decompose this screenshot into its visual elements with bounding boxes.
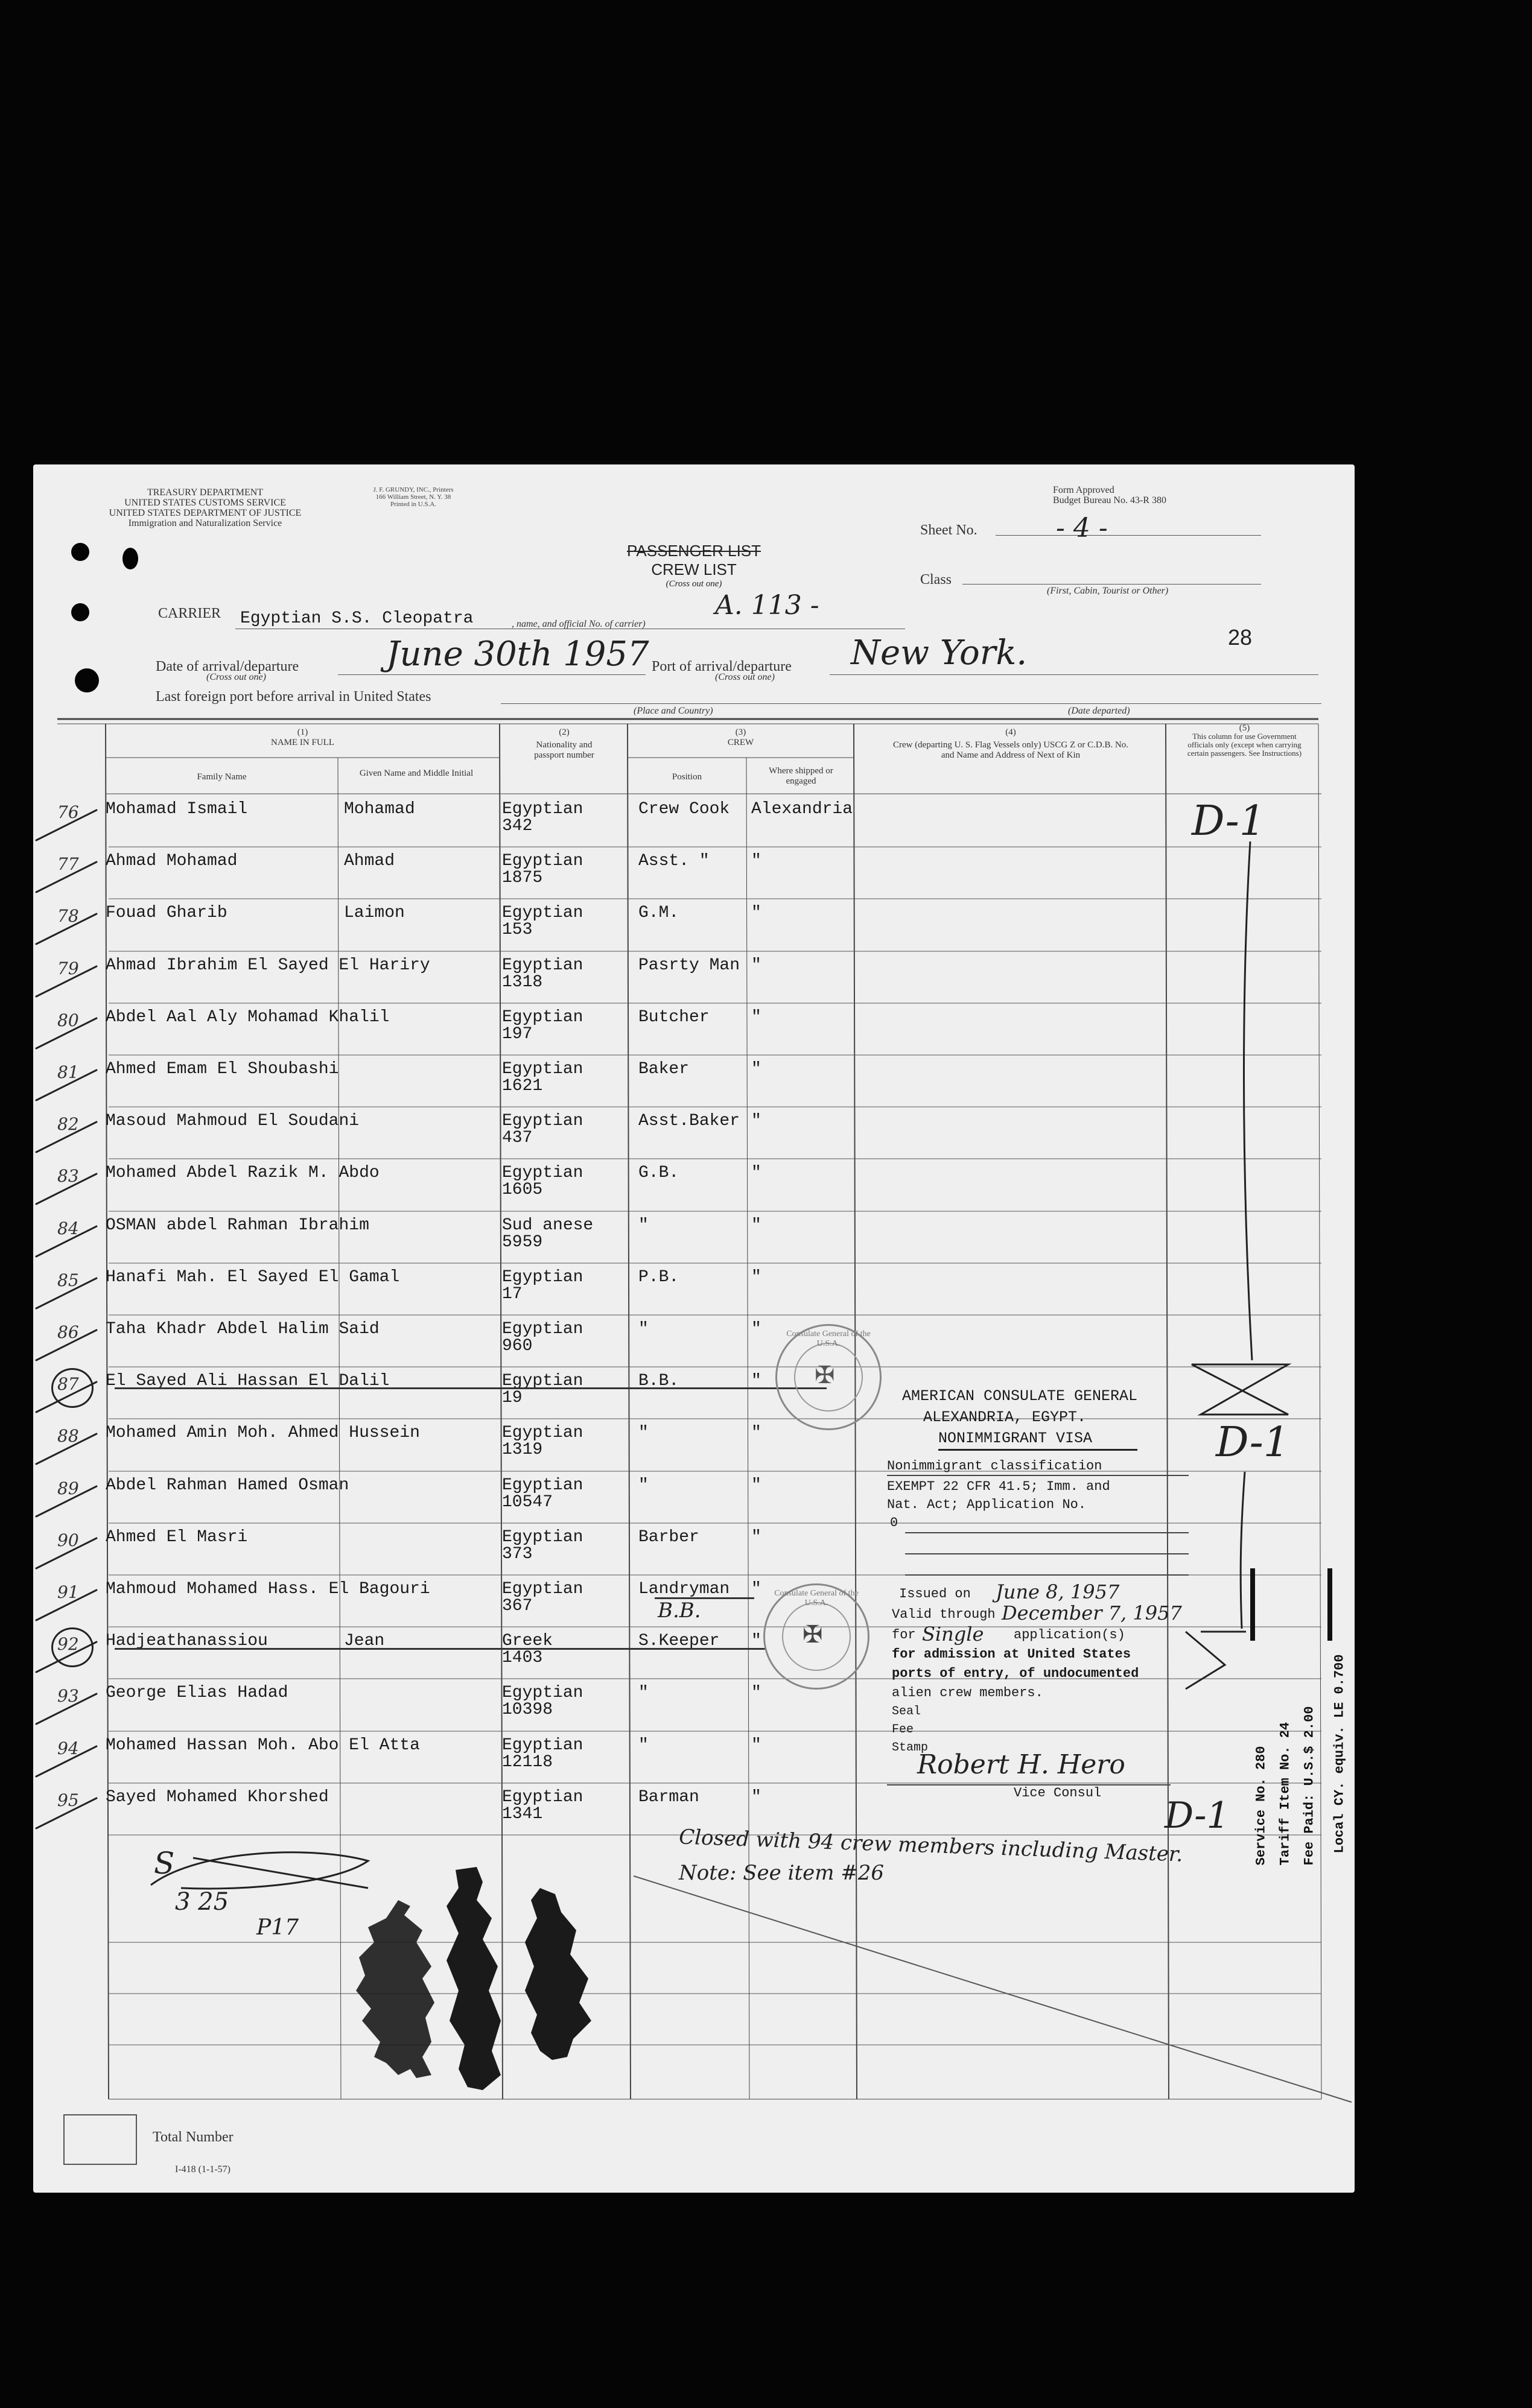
visa-fee-label: Fee — [892, 1723, 914, 1737]
given-name: Ahmad — [344, 852, 395, 871]
row-number: 87 — [57, 1374, 79, 1395]
port-cross-out: (Cross out one) — [715, 672, 775, 682]
sheet-label: Sheet No. — [920, 522, 977, 538]
class-note: (First, Cabin, Tourist or Other) — [1047, 586, 1169, 596]
seal-text: Consulate General of the U.S.A. — [774, 1589, 859, 1608]
passport-number: 10398 — [502, 1700, 553, 1720]
nationality: Egyptian — [502, 1735, 583, 1755]
seal-eagle-icon: ✠ — [803, 1621, 823, 1648]
where-shipped: " — [751, 1424, 761, 1443]
visa-stamp-line6: Nat. Act; Application No. — [887, 1497, 1087, 1512]
where-shipped: " — [751, 1527, 761, 1547]
row-number: 84 — [57, 1218, 79, 1238]
fee-paid: Fee Paid: U.S.$ 2.00 — [1302, 1706, 1317, 1866]
where-shipped: Alexandria — [751, 800, 853, 819]
position: B.B. — [638, 1372, 679, 1391]
printer-line: Printed in U.S.A. — [390, 501, 437, 508]
where-shipped: " — [751, 1007, 761, 1027]
approval-line: Form Approved — [1053, 485, 1114, 495]
nationality: Egyptian — [502, 852, 583, 871]
row-number: 83 — [57, 1166, 79, 1187]
given-name: Jean — [344, 1632, 385, 1651]
dept-line: TREASURY DEPARTMENT — [147, 487, 264, 498]
page-number: 28 — [1228, 625, 1253, 650]
seal-eagle-icon: ✠ — [815, 1361, 835, 1389]
row-number: 81 — [57, 1062, 79, 1082]
passport-number: 12118 — [502, 1752, 553, 1772]
visa-valid-label: Valid through — [892, 1607, 996, 1622]
visa-seal-label: Seal — [892, 1705, 921, 1719]
row-number: 92 — [57, 1634, 79, 1655]
title-cross-out: (Cross out one) — [666, 579, 722, 589]
position: " — [638, 1215, 649, 1235]
row-number: 86 — [57, 1322, 79, 1342]
passport-number: 960 — [502, 1337, 533, 1355]
family-name: Abdel Aal Aly Mohamad Khalil — [106, 1007, 390, 1027]
title-struck: PASSENGER LIST — [626, 542, 761, 560]
where-shipped: " — [751, 1267, 761, 1287]
fee-service: Service No. 280 — [1253, 1746, 1269, 1866]
where-shipped: " — [751, 1372, 761, 1391]
seal-text: Consulate General of the U.S.A. — [786, 1329, 871, 1348]
position: " — [638, 1424, 649, 1443]
position: " — [638, 1320, 649, 1339]
where-shipped: " — [751, 1787, 761, 1807]
family-name: Abdel Rahman Hamed Osman — [106, 1475, 349, 1495]
given-name: Laimon — [344, 904, 405, 923]
row-number: 89 — [57, 1478, 79, 1498]
row-number: 79 — [57, 958, 79, 978]
passport-number: 367 — [502, 1597, 533, 1615]
nationality: Egyptian — [502, 1684, 583, 1703]
vice-consul-label: Vice Consul — [1014, 1785, 1102, 1801]
nationality: Egyptian — [502, 1372, 583, 1391]
passport-number: 1605 — [502, 1180, 543, 1200]
given-name-header: Given Name and Middle Initial — [359, 768, 474, 778]
visa-line12: alien crew members. — [892, 1685, 1043, 1700]
visa-valid-value: December 7, 1957 — [1002, 1602, 1182, 1624]
position: " — [638, 1735, 649, 1755]
passport-number: 1318 — [502, 972, 543, 992]
family-name: Taha Khadr Abdel Halim Said — [106, 1320, 380, 1339]
col1-number: (1) — [297, 727, 308, 737]
nationality: Egyptian — [502, 955, 583, 975]
bb-correction: B.B. — [658, 1598, 701, 1623]
row-number: 94 — [57, 1738, 79, 1758]
date-cross-out: (Cross out one) — [206, 672, 266, 682]
col1-title: NAME IN FULL — [271, 738, 334, 747]
carrier-note: , name, and official No. of carrier) — [512, 619, 646, 629]
col5-number: (5) — [1239, 723, 1250, 733]
side-d-mark: D-1 — [1165, 1795, 1230, 1837]
where-shipped: " — [751, 1112, 761, 1131]
visa-stamp-line2: ALEXANDRIA, EGYPT. — [923, 1408, 1087, 1426]
form-code: I-418 (1-1-57) — [175, 2164, 230, 2175]
position: " — [638, 1684, 649, 1703]
nationality: Egyptian — [502, 1580, 583, 1598]
where-shipped: " — [751, 1320, 761, 1339]
position: Baker — [638, 1060, 690, 1079]
passport-number: 19 — [502, 1389, 523, 1408]
family-name: Mahmoud Mohamed Hass. El Bagouri — [106, 1580, 430, 1598]
position: Barber — [638, 1527, 699, 1547]
passport-number: 1621 — [502, 1077, 543, 1095]
total-number-label: Total Number — [153, 2129, 234, 2145]
where-shipped-header: Where shipped or engaged — [769, 766, 833, 786]
nationality: Egyptian — [502, 904, 583, 923]
col4-title: Crew (departing U. S. Flag Vessels only) USCG Z or C.D.B. No. and Name and Address of Next of Kin — [892, 740, 1129, 760]
passport-number: 1319 — [502, 1440, 543, 1460]
passport-number: 17 — [502, 1284, 523, 1304]
closing-note-line1: Closed with 94 crew members including Master. — [678, 1825, 1184, 1867]
position: Butcher — [638, 1007, 710, 1027]
date-label: Date of arrival/departure — [156, 659, 299, 674]
date-departed-note: (Date departed) — [1068, 706, 1130, 716]
where-shipped: " — [751, 1215, 761, 1235]
nationality: Egyptian — [502, 1527, 583, 1547]
approval-line: Budget Bureau No. 43-R 380 — [1053, 495, 1166, 505]
family-name: Mohamed Amin Moh. Ahmed Hussein — [106, 1424, 420, 1443]
visa-stamp-line5: EXEMPT 22 CFR 41.5; Imm. and — [887, 1479, 1110, 1494]
margin-note-code: P17 — [256, 1915, 299, 1940]
where-shipped: " — [751, 852, 761, 871]
position: Barman — [638, 1787, 699, 1807]
family-name: Ahmad Ibrahim El Sayed El Hariry — [106, 955, 430, 975]
row-number: 93 — [57, 1686, 79, 1706]
family-name: Hanafi Mah. El Sayed El Gamal — [106, 1267, 400, 1287]
visa-issued-label: Issued on — [899, 1586, 971, 1602]
visa-stamp-line7: 0 — [890, 1515, 898, 1530]
margin-note-number: 3 25 — [175, 1888, 229, 1916]
col2-title: Nationality and passport number — [534, 740, 594, 760]
nationality: Egyptian — [502, 1112, 583, 1131]
passport-number: 1875 — [502, 869, 543, 888]
class-label: Class — [920, 572, 952, 588]
family-name: Hadjeathanassiou — [106, 1632, 268, 1651]
where-shipped: " — [751, 1060, 761, 1079]
col3-number: (3) — [735, 727, 746, 737]
nationality: Sud anese — [502, 1215, 594, 1235]
where-shipped: " — [751, 955, 761, 975]
visa-stamp-line3: NONIMMIGRANT VISA — [938, 1430, 1093, 1447]
title: CREW LIST — [651, 560, 737, 578]
family-name: George Elias Hadad — [106, 1684, 288, 1703]
position-header: Position — [672, 772, 702, 782]
printer-line: J. F. GRUNDY, INC., Printers — [373, 486, 454, 493]
family-name: Mohamad Ismail — [106, 800, 248, 819]
family-name: Masoud Mahmoud El Soudani — [106, 1112, 360, 1131]
position: G.B. — [638, 1164, 679, 1183]
visa-issued-value: June 8, 1957 — [996, 1580, 1120, 1603]
col5-title: This column for use Government officials only (except when carrying certain passengers. See Instructions) — [1187, 732, 1302, 758]
visa-stamp-label: Stamp — [892, 1741, 929, 1755]
nationality: Egyptian — [502, 1060, 583, 1079]
nationality: Greek — [502, 1632, 553, 1651]
carrier-number: A. 113 - — [715, 590, 819, 621]
row-number: 78 — [57, 906, 79, 927]
position: Landryman — [638, 1580, 730, 1598]
closing-note-line2: Note: See item #26 — [679, 1861, 885, 1885]
family-name: Sayed Mohamed Khorshed — [106, 1787, 329, 1807]
row-number: 80 — [57, 1010, 79, 1030]
where-shipped: " — [751, 1580, 761, 1598]
sheet-value: - 4 - — [1056, 513, 1108, 543]
position: " — [638, 1475, 649, 1495]
passport-number: 197 — [502, 1024, 533, 1044]
printer-line: 166 William Street, N. Y. 38 — [375, 493, 451, 501]
arrival-date: June 30th 1957 — [386, 635, 649, 674]
visa-stamp-line4: Nonimmigrant classification — [887, 1459, 1102, 1474]
d1-mark-mid: D-1 — [1216, 1419, 1290, 1466]
row-number: 85 — [57, 1270, 79, 1290]
nationality: Egyptian — [502, 800, 583, 819]
family-name: Mohamed Hassan Moh. Abo El Atta — [106, 1735, 420, 1755]
family-name: Ahmed Emam El Shoubashi — [106, 1060, 339, 1079]
passport-number: 10547 — [502, 1492, 553, 1512]
row-number: 77 — [57, 854, 79, 875]
nationality: Egyptian — [502, 1164, 583, 1183]
fee-local: Local CY. equiv. LE 0.700 — [1332, 1654, 1347, 1854]
family-name: El Sayed Ali Hassan El Dalil — [106, 1372, 390, 1391]
position: Asst. " — [638, 852, 710, 871]
dept-line: Immigration and Naturalization Service — [128, 518, 282, 528]
nationality: Egyptian — [502, 1424, 583, 1443]
visa-for-suffix: application(s) — [1014, 1627, 1125, 1643]
passport-number: 373 — [502, 1544, 533, 1564]
position: G.M. — [638, 904, 679, 923]
visa-for-label: for — [892, 1627, 916, 1643]
margin-note-s: S — [154, 1846, 175, 1881]
where-shipped: " — [751, 904, 761, 923]
where-shipped: " — [751, 1735, 761, 1755]
visa-line10: for admission at United States — [892, 1647, 1131, 1662]
position: Crew Cook — [638, 800, 730, 819]
family-name: Fouad Gharib — [106, 904, 227, 923]
nationality: Egyptian — [502, 1475, 583, 1495]
where-shipped: " — [751, 1632, 761, 1651]
family-name-header: Family Name — [197, 772, 247, 782]
dept-line: UNITED STATES CUSTOMS SERVICE — [124, 498, 286, 508]
row-number: 95 — [57, 1790, 79, 1810]
given-name: Mohamad — [344, 800, 415, 819]
where-shipped: " — [751, 1164, 761, 1183]
fee-tariff: Tariff Item No. 24 — [1277, 1722, 1293, 1866]
consul-signature: Robert H. Hero — [917, 1749, 1125, 1780]
passport-number: 153 — [502, 920, 533, 940]
passport-number: 1341 — [502, 1804, 543, 1823]
family-name: Ahmed El Masri — [106, 1527, 248, 1547]
col4-number: (4) — [1005, 727, 1016, 737]
row-number: 91 — [57, 1582, 79, 1602]
visa-stamp-line1: AMERICAN CONSULATE GENERAL — [902, 1387, 1138, 1405]
nationality: Egyptian — [502, 1787, 583, 1807]
last-port-label: Last foreign port before arrival in United States — [156, 689, 431, 705]
family-name: Ahmad Mohamad — [106, 852, 238, 871]
carrier-label: CARRIER — [158, 606, 221, 621]
passport-number: 5959 — [502, 1232, 543, 1252]
row-number: 88 — [57, 1426, 79, 1446]
family-name: OSMAN abdel Rahman Ibrahim — [106, 1215, 369, 1235]
nationality: Egyptian — [502, 1007, 583, 1027]
family-name: Mohamed Abdel Razik M. Abdo — [106, 1164, 380, 1183]
nationality: Egyptian — [502, 1267, 583, 1287]
row-number: 76 — [57, 802, 79, 822]
position: S.Keeper — [638, 1632, 720, 1651]
total-number-box — [63, 2114, 137, 2165]
arrival-port: New York. — [851, 633, 1028, 673]
passport-number: 342 — [502, 817, 533, 835]
where-shipped: " — [751, 1684, 761, 1703]
passport-number: 437 — [502, 1129, 533, 1148]
row-number: 82 — [57, 1114, 79, 1135]
visa-line11: ports of entry, of undocumented — [892, 1666, 1139, 1681]
passport-number: 1403 — [502, 1649, 543, 1668]
row-number: 90 — [57, 1530, 79, 1550]
col2-number: (2) — [559, 727, 570, 737]
carrier-value: Egyptian S.S. Cleopatra — [240, 609, 474, 628]
visa-for-value: Single — [922, 1623, 984, 1646]
position: Pasrty Man — [638, 955, 740, 975]
col3-title: CREW — [727, 738, 754, 747]
nationality: Egyptian — [502, 1320, 583, 1339]
where-shipped: " — [751, 1475, 761, 1495]
position: Asst.Baker — [638, 1112, 740, 1131]
place-note: (Place and Country) — [634, 706, 713, 716]
dept-line: UNITED STATES DEPARTMENT OF JUSTICE — [109, 508, 302, 518]
port-label: Port of arrival/departure — [652, 659, 792, 674]
position: P.B. — [638, 1267, 679, 1287]
d1-mark-top: D-1 — [1192, 797, 1266, 845]
